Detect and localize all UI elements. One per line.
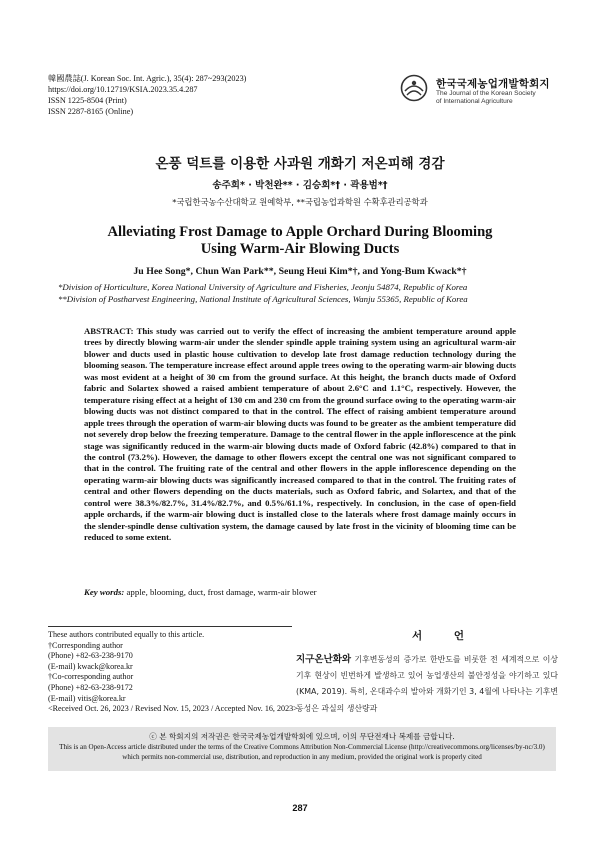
paper-title-english-line2: Using Warm-Air Blowing Ducts <box>200 240 400 257</box>
footnote-email-1: (E-mail) kwack@korea.kr <box>48 661 133 671</box>
doi-link[interactable]: https://doi.org/10.12719/KSIA.2023.35.4.287 <box>48 85 198 94</box>
introduction-text: 기후변동성의 증가로 한반도를 비롯한 전 세계적으로 이상기후 현상이 빈번하게 발생하고 있어 농업생산의 불안정성을 야기하고 있다(KMA, 2019). 특히, 온대과수의 발아와 개화기인 3, 4월에 나타나는 기후변동성은 과실의 생산량과 <box>296 655 558 713</box>
footnote-contribution: These authors contributed equally to this article. <box>48 630 205 639</box>
society-name-english-line2: of International Agriculture <box>436 98 513 105</box>
paper-title-english-line1: Alleviating Frost Damage to Apple Orchard During Blooming <box>107 224 493 240</box>
keywords <box>84 587 516 598</box>
footnotes <box>48 630 308 715</box>
open-access-license: This is an Open-Access article distributed under the terms of the Creative Commons Attribution Non-Commercial License (http://creativecommons.org/licenses/by-nc/3.0) which permits non-commercial use, distribution, and reproduction in any medium, provided the original work is properly cited <box>59 743 545 761</box>
society-globe-icon <box>400 74 428 102</box>
footnote-co-corresponding: †Co-corresponding author <box>48 672 134 682</box>
abstract-text: This study was carried out to verify the effect of increasing the ambient temperature around apple trees by directly blowing warm-air under the slender spindle apple training system using an agricultural warm-air blower and ducts used in plastic house cultivation to develop late frost damage reduction technology during the blooming season. The temperature increase effect around apple trees owing to the operating warm-air blowing ducts was most evident at a height of 30 cm from the ground surface. At this height, the branch ducts made of Oxford fabric and Solartex showed a raised ambient temperature of about 2.6°C and 1.1°C, respectively. However, the temperature rising effect at a height of 130 cm and 230 cm from the ground surface owing to the operating warm-air blowing ducts was not distinct compared to that in the control. The effect of raising ambient temperature around apple trees through the operation of warm-air blowing ducts was found to be greater as the ambient temperature did not severely drop below the freezing temperature. Damage to the central flower in the apple inflorescence at the pink stage was significantly reduced in the warm-air blowing ducts made of Oxford fabric (42.8%) compared to that in the control (73.2%). However, the damage to other flowers except the central one was not significant compared to that in the control. The fruiting rate of the central and other flowers in the apple inflorescence depending on the operating warm-air blowing ducts was significantly increased compared to that in the control. The fruiting rates of central and other flowers depending on the ducts materials, such as Oxford fabric, and Solartex, and that of the control were 38.3%/82.7%, 31.4%/82.7%, and 0.5%/61.1%, respectively. In conclusion, in the case of open-field apple orchards, if the warm-air blowing duct is installed close to the laterals where frost damage mainly occurs in the slender-spindle dense cultivation system, the damage caused by late frost in the vicinity of blooming time can be reduced to some extent. <box>84 326 517 543</box>
footnote-phone-2: (Phone) +82-63-238-9172 <box>48 682 133 692</box>
society-logo <box>400 70 570 110</box>
issn-print: ISSN 1225-8504 (Print) <box>48 96 127 105</box>
copyright-korean: ⓒ 본 학회지의 저작권은 한국국제농업개발학회에 있으며, 이의 무단전재나 복제를 금합니다. <box>149 732 455 741</box>
issn-online: ISSN 2287-8165 (Online) <box>48 107 134 116</box>
introduction-lead: 지구온난화와 <box>296 654 352 665</box>
footnote-received-dates: <Received Oct. 26, 2023 / Revised Nov. 15, 2023 / Accepted Nov. 16, 2023> <box>48 704 298 714</box>
section-title-introduction: 서 언 <box>412 630 478 642</box>
affiliation-korean: *국립한국농수산대학교 원예학부, **국립농업과학원 수확후관리공학과 <box>172 197 428 207</box>
authors-english: Ju Hee Song*, Chun Wan Park**, Seung Heui Kim*†, and Yong-Bum Kwack*† <box>133 266 467 277</box>
authors-korean: 송주희* · 박천완** · 김승희*† · 곽용범*† <box>212 180 388 191</box>
introduction-paragraph <box>296 652 558 717</box>
affiliation-english-line2: **Division of Postharvest Engineering, National Institute of Agricultural Sciences, Wanju 55365, Republic of Korea <box>58 293 468 304</box>
footnote-phone-1: (Phone) +82-63-238-9170 <box>48 651 133 661</box>
footnote-divider <box>48 626 292 627</box>
society-name-korean: 한국국제농업개발학회지 <box>436 78 550 90</box>
keywords-text: apple, blooming, duct, frost damage, warm-air blower <box>126 587 317 597</box>
society-name-english-line1: The Journal of the Korean Society <box>436 90 536 97</box>
keywords-label: Key words: <box>84 587 125 597</box>
footnote-corresponding: †Corresponding author <box>48 640 123 650</box>
paper-title-english <box>0 224 600 257</box>
society-name-english <box>436 90 536 106</box>
page-number: 287 <box>292 803 308 813</box>
journal-citation: 韓國農誌(J. Korean Soc. Int. Agric.), 35(4): 287~293(2023) <box>48 74 247 83</box>
abstract <box>84 326 516 544</box>
abstract-label: ABSTRACT: <box>84 326 134 336</box>
footnote-email-2: (E-mail) vitis@korea.kr <box>48 693 126 703</box>
paper-title-korean: 온풍 덕트를 이용한 사과원 개화기 저온피해 경감 <box>155 156 445 172</box>
affiliation-english <box>58 282 558 305</box>
affiliation-english-line1: *Division of Horticulture, Korea National University of Agriculture and Fisheries, Jeonju 54874, Republic of Korea <box>58 282 468 292</box>
